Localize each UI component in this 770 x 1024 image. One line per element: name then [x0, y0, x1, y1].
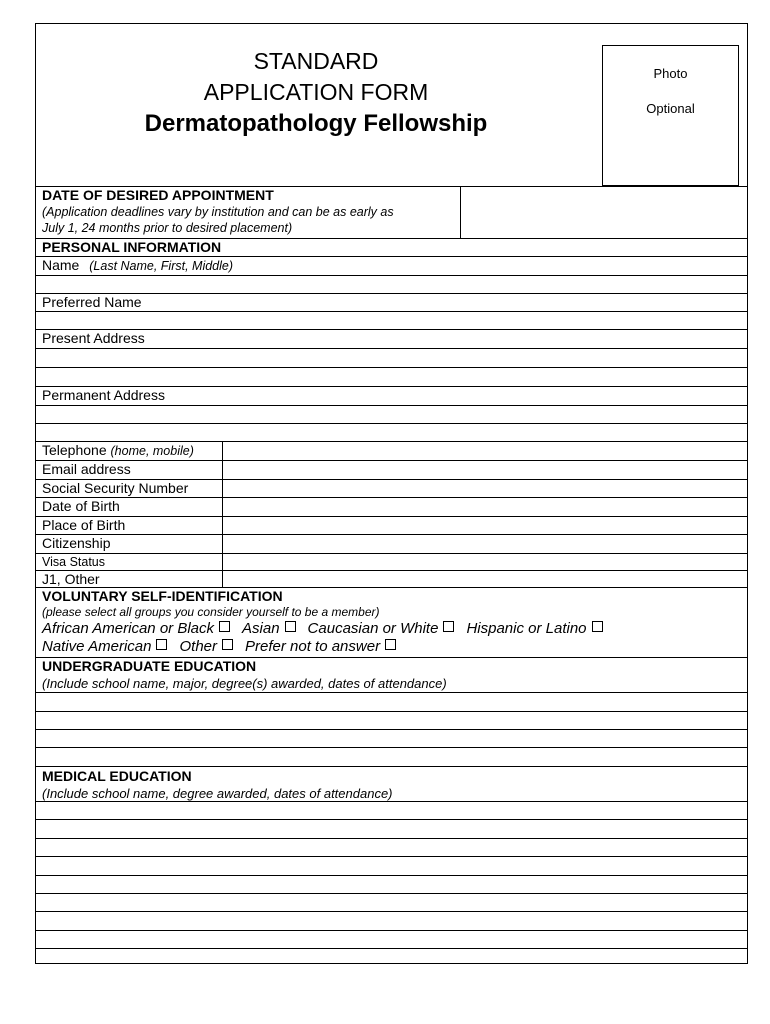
present-address-row[interactable] [36, 329, 747, 348]
appointment-date-field[interactable] [461, 187, 747, 238]
checkbox-hispanic[interactable] [592, 621, 603, 632]
option-asian: Asian [242, 620, 280, 637]
preferred-name-blank-row[interactable] [36, 311, 747, 329]
voluntary-note: (please select all groups you consider yourself to be a member) [42, 605, 380, 619]
medical-line9[interactable] [36, 948, 747, 963]
application-form [35, 23, 748, 964]
option-other: Other [179, 638, 217, 655]
undergrad-line3[interactable] [36, 729, 747, 747]
ssn-label: Social Security Number [42, 480, 189, 496]
medical-note: (Include school name, degree awarded, dates of attendance) [42, 786, 393, 801]
checkbox-asian[interactable] [285, 621, 296, 632]
appointment-heading: DATE OF DESIRED APPOINTMENT [42, 187, 274, 203]
medical-line3[interactable] [36, 838, 747, 856]
title-line-standard: STANDARD [253, 48, 379, 74]
option-african-american: African American or Black [42, 620, 215, 637]
name-label: Name [42, 257, 80, 273]
voluntary-heading: VOLUNTARY SELF-IDENTIFICATION [42, 588, 283, 604]
preferred-name-row[interactable] [36, 293, 747, 311]
permanent-address-row[interactable] [36, 386, 747, 405]
title-line-fellowship: Dermatopathology Fellowship [144, 110, 488, 137]
email-label: Email address [42, 461, 131, 477]
photo-label: Photo [653, 66, 688, 81]
appointment-note-line2: July 1, 24 months prior to desired placement) [42, 221, 293, 235]
option-hispanic: Hispanic or Latino [466, 620, 587, 637]
ethnicity-line2 [42, 638, 747, 656]
medical-heading: MEDICAL EDUCATION [42, 768, 192, 784]
checkbox-native-american[interactable] [156, 639, 167, 650]
citizenship-row[interactable] [36, 534, 747, 553]
present-address-line2[interactable] [36, 348, 747, 367]
dob-label: Date of Birth [42, 498, 120, 514]
telephone-hint: (home, mobile) [110, 444, 194, 458]
permanent-address-line3[interactable] [36, 423, 747, 441]
ssn-row[interactable] [36, 479, 747, 497]
form-header [36, 24, 747, 186]
present-address-line3[interactable] [36, 367, 747, 386]
j1-other-label: J1, Other [42, 571, 100, 587]
telephone-row[interactable] [36, 441, 747, 460]
email-row[interactable] [36, 460, 747, 479]
ethnicity-line1 [42, 620, 747, 638]
pob-row[interactable] [36, 516, 747, 534]
telephone-label: Telephone [42, 442, 107, 458]
undergrad-line2[interactable] [36, 711, 747, 729]
name-hint: (Last Name, First, Middle) [89, 259, 234, 273]
personal-label-divider [222, 441, 223, 587]
option-native-american: Native American [42, 638, 152, 655]
permanent-address-line2[interactable] [36, 405, 747, 423]
photo-box[interactable] [602, 45, 739, 186]
option-caucasian: Caucasian or White [307, 620, 439, 637]
pob-label: Place of Birth [42, 517, 126, 533]
title-line-application-form: APPLICATION FORM [203, 79, 429, 105]
permanent-address-label: Permanent Address [42, 387, 165, 403]
checkbox-caucasian[interactable] [443, 621, 454, 632]
photo-optional-label: Optional [646, 101, 695, 116]
medical-line5[interactable] [36, 875, 747, 893]
medical-line1[interactable] [36, 801, 747, 819]
medical-line7[interactable] [36, 911, 747, 930]
voluntary-section [36, 587, 747, 657]
undergrad-line4[interactable] [36, 747, 747, 766]
present-address-label: Present Address [42, 330, 145, 346]
checkbox-other[interactable] [222, 639, 233, 650]
form-title [96, 46, 536, 140]
citizenship-label: Citizenship [42, 535, 111, 551]
visa-status-row[interactable] [36, 553, 747, 570]
medical-line8[interactable] [36, 930, 747, 948]
medical-section [36, 766, 747, 801]
medical-line2[interactable] [36, 819, 747, 838]
j1-other-row[interactable] [36, 570, 747, 587]
appointment-note-line1: (Application deadlines vary by institution and can be as early as [42, 205, 394, 219]
checkbox-african-american[interactable] [219, 621, 230, 632]
dob-row[interactable] [36, 497, 747, 516]
undergrad-note: (Include school name, major, degree(s) awarded, dates of attendance) [42, 676, 447, 691]
visa-status-label: Visa Status [42, 555, 106, 569]
undergrad-section [36, 657, 747, 692]
option-prefer-not: Prefer not to answer [245, 638, 381, 655]
name-blank-row[interactable] [36, 275, 747, 293]
medical-line4[interactable] [36, 856, 747, 875]
medical-line6[interactable] [36, 893, 747, 911]
undergrad-heading: UNDERGRADUATE EDUCATION [42, 658, 257, 674]
checkbox-prefer-not[interactable] [385, 639, 396, 650]
preferred-name-label: Preferred Name [42, 294, 142, 310]
name-row[interactable] [36, 256, 747, 275]
undergrad-line1[interactable] [36, 692, 747, 711]
personal-heading: PERSONAL INFORMATION [36, 238, 747, 256]
